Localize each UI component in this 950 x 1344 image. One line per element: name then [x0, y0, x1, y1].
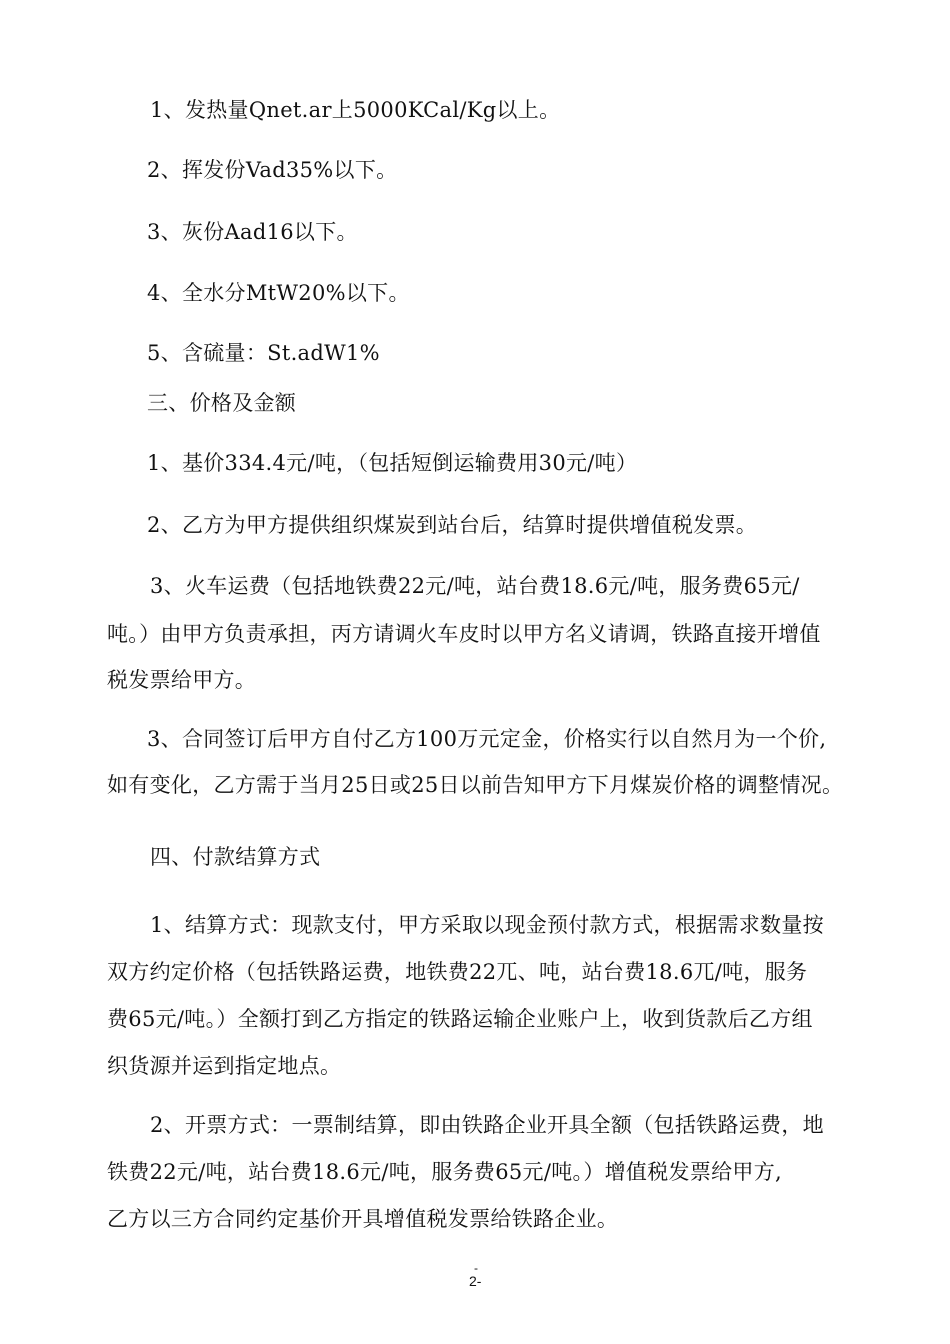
price-item-3b-line-1: 3、合同签订后甲方自付乙方100万元定金，价格实行以自然月为一个价, — [147, 727, 827, 751]
payment-item-1-line-3: 费65元/吨。）全额打到乙方指定的铁路运输企业账户上，收到货款后乙方组 — [107, 1007, 813, 1031]
spec-item-2: 2、挥发份Vad35%以下。 — [147, 158, 398, 182]
price-item-3b-line-2: 如有变化，乙方需于当月25日或25日以前告知甲方下月煤炭价格的调整情况。 — [107, 773, 844, 797]
price-item-3a-line-1: 3、火车运费（包括地铁费22元/吨，站台费18.6元/吨，服务费65元/ — [150, 574, 800, 598]
page-number: 2- — [469, 1273, 482, 1289]
payment-item-1-line-2: 双方约定价格（包括铁路运费，地铁费22兀、吨，站台费18.6兀/吨，服务 — [107, 960, 808, 984]
footer-dash: - — [474, 1261, 478, 1275]
payment-item-2-line-1: 2、开票方式：一票制结算，即由铁路企业开具全额（包括铁路运费，地 — [150, 1113, 824, 1137]
payment-item-1-line-1: 1、结算方式：现款支付，甲方采取以现金预付款方式，根据需求数量按 — [150, 913, 824, 937]
price-item-3a-line-2: 吨。）由甲方负责承担，丙方请调火车皮时以甲方名义请调，铁路直接开增值 — [107, 622, 821, 646]
spec-item-4: 4、全水分MtW20%以下。 — [147, 281, 410, 305]
spec-item-1: 1、发热量Qnet.ar上5000KCal/Kg以上。 — [150, 98, 561, 122]
spec-item-3: 3、灰份Aad16以下。 — [147, 220, 358, 244]
spec-item-5: 5、含硫量：St.adW1% — [147, 341, 380, 365]
payment-item-2-line-2: 铁费22元/吨，站台费18.6元/吨，服务费65元/吨。）增值税发票给甲方, — [107, 1160, 782, 1184]
payment-item-2-line-3: 乙方以三方合同约定基价开具增值税发票给铁路企业。 — [107, 1207, 619, 1231]
price-item-3a-line-3: 税发票给甲方。 — [107, 668, 257, 692]
section-heading-payment: 四、付款结算方式 — [150, 845, 321, 869]
section-heading-price: 三、价格及金额 — [147, 391, 297, 415]
price-item-1: 1、基价334.4元/吨，（包括短倒运输费用30元/吨） — [147, 451, 638, 475]
price-item-2: 2、乙方为甲方提供组织煤炭到站台后，结算时提供增值税发票。 — [147, 513, 758, 537]
payment-item-1-line-4: 织货源并运到指定地点。 — [107, 1054, 342, 1078]
